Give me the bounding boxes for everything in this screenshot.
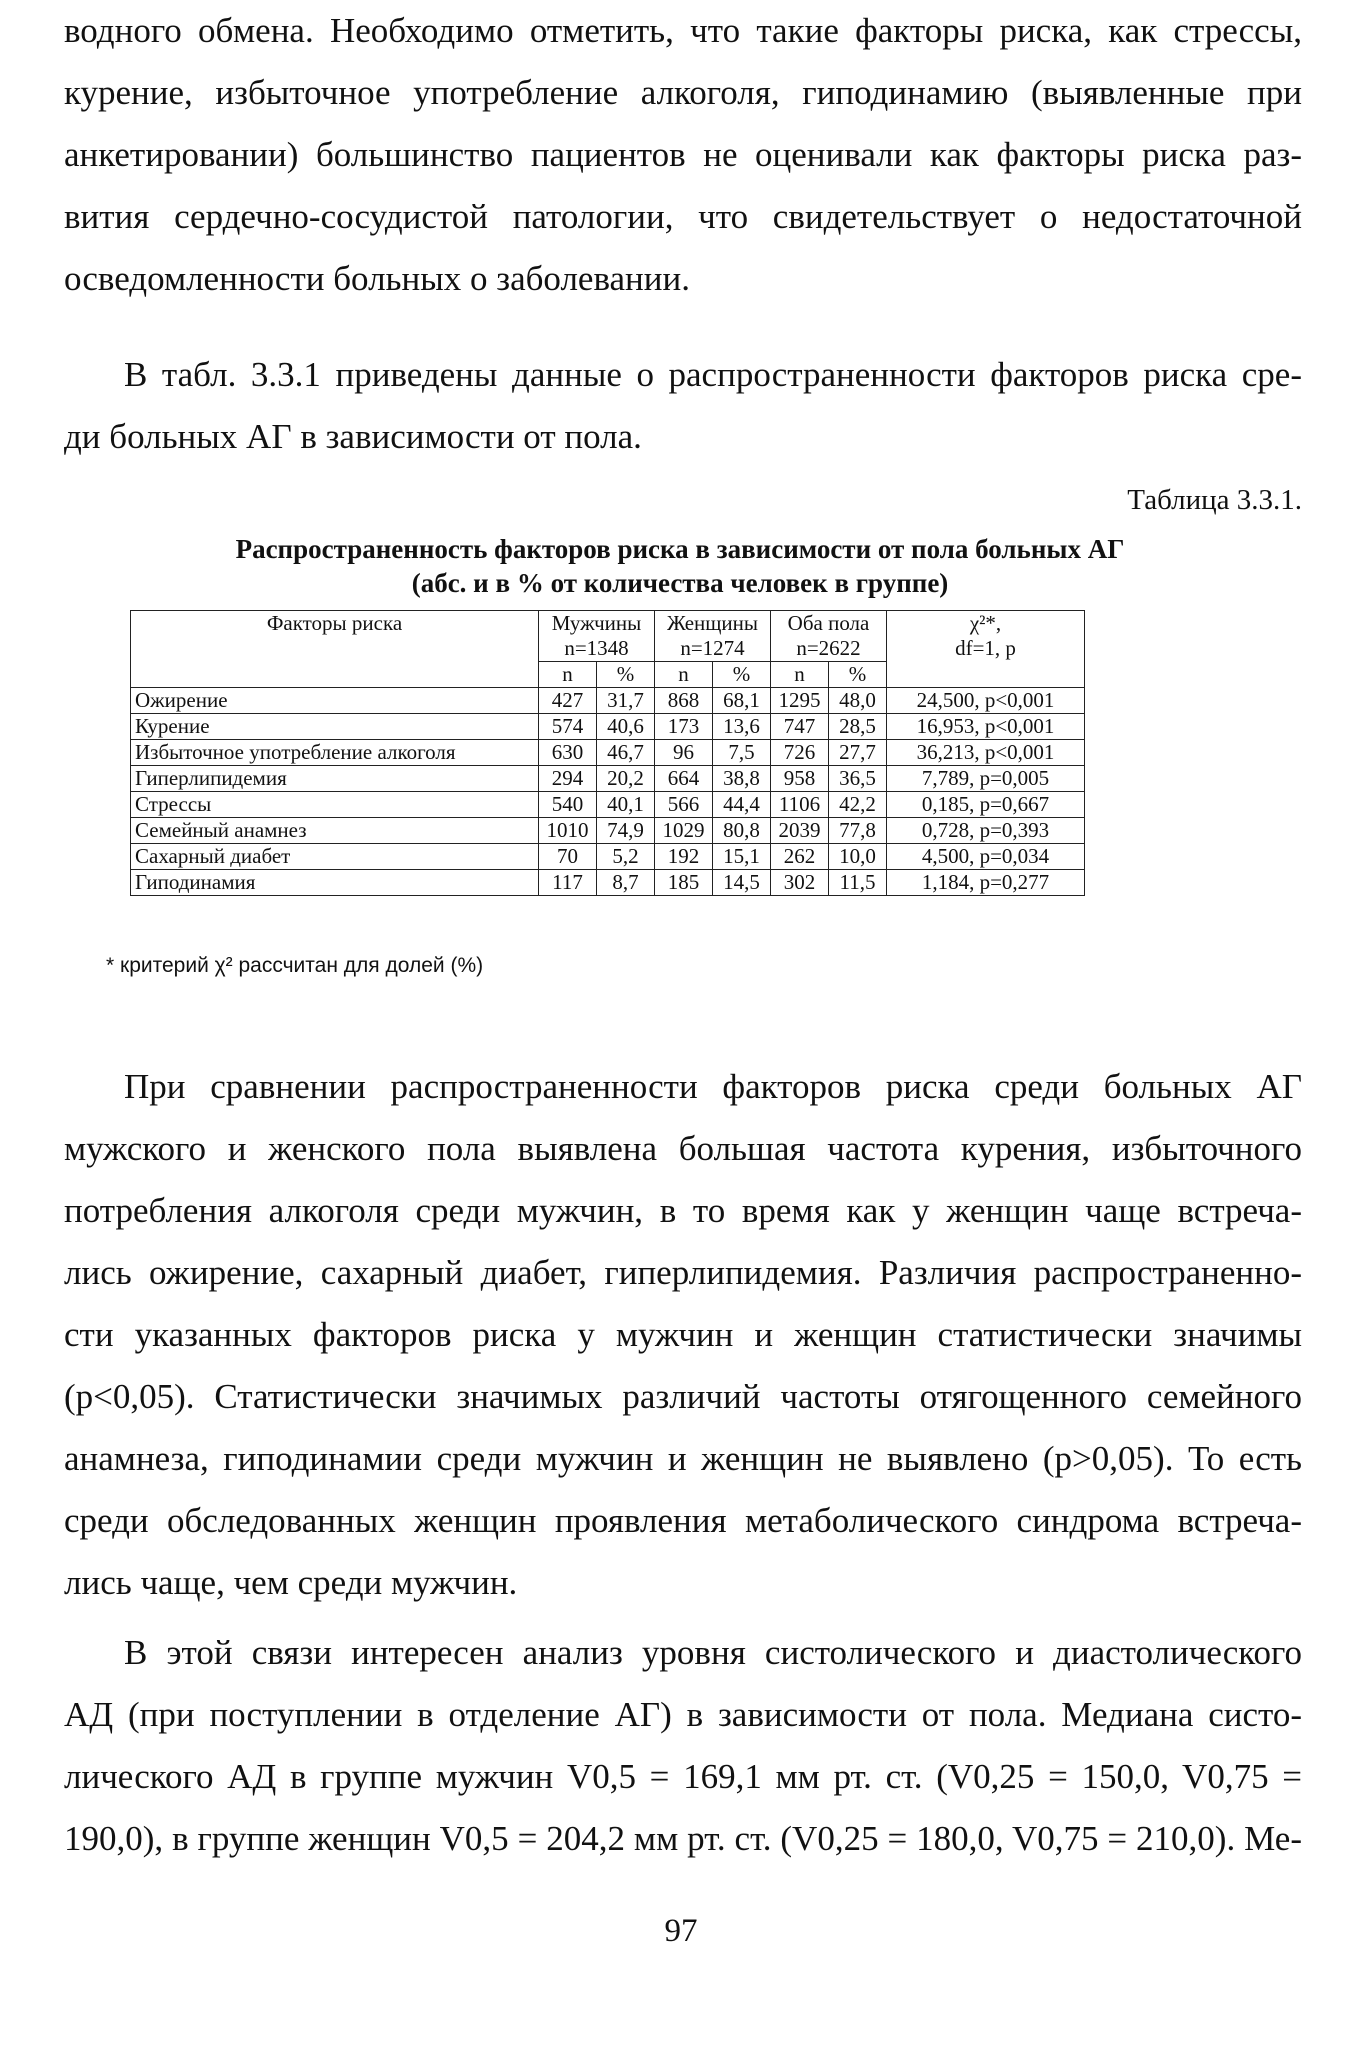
cell-both-n: 747 [771,714,829,740]
cell-chi: 1,184, p=0,277 [887,870,1085,896]
text-line: ди больных АГ в зависимости от пола. [64,417,642,456]
cell-factor: Стрессы [131,792,539,818]
header-men-count: n=1348 [564,636,629,660]
table-row [131,818,1085,844]
text-line: анкетировании) большинство пациентов не оценивали как факторы риска раз- [64,135,1302,174]
text-line: курение, избыточное употребление алкоголя, гиподинамию (выявленные при [64,73,1302,112]
cell-both-pct: 27,7 [829,740,887,766]
text-line: потребления алкоголя среди мужчин, в то время как у женщин чаще встреча- [64,1191,1302,1230]
cell-chi: 4,500, p=0,034 [887,844,1085,870]
text-line: При сравнении распространенности факторов риска среди больных АГ [124,1067,1302,1106]
text-line: АД (при поступлении в отделение АГ) в зависимости от пола. Медиана систо- [64,1695,1302,1734]
cell-both-pct: 11,5 [829,870,887,896]
cell-factor: Гиподинамия [131,870,539,896]
header-both-count: n=2622 [796,636,861,660]
cell-men-pct: 40,1 [597,792,655,818]
cell-women-pct: 14,5 [713,870,771,896]
text-line: среди обследованных женщин проявления метаболического синдрома встреча- [64,1501,1302,1540]
header-men-label: Мужчины [551,611,642,635]
cell-women-n: 1029 [655,818,713,844]
cell-men-pct: 74,9 [597,818,655,844]
table-header-row [131,611,1085,662]
cell-women-n: 96 [655,740,713,766]
subheader-pct: % [713,662,771,688]
table-row [131,792,1085,818]
table-row [131,714,1085,740]
cell-both-n: 1106 [771,792,829,818]
cell-women-pct: 44,4 [713,792,771,818]
cell-factor: Курение [131,714,539,740]
table-row [131,740,1085,766]
page-number: 97 [664,1913,698,1949]
cell-both-pct: 42,2 [829,792,887,818]
cell-chi: 0,185, p=0,667 [887,792,1085,818]
cell-factor: Ожирение [131,688,539,714]
cell-both-pct: 28,5 [829,714,887,740]
cell-men-n: 574 [539,714,597,740]
header-factor: Факторы риска [131,611,539,688]
text-line: В этой связи интересен анализ уровня систолического и диастолического [124,1633,1302,1672]
text-line: лического АД в группе мужчин V0,5 = 169,1 мм рт. ст. (V0,25 = 150,0, V0,75 = [64,1757,1302,1796]
header-women-label: Женщины [666,611,759,635]
cell-chi: 16,953, p<0,001 [887,714,1085,740]
cell-men-n: 1010 [539,818,597,844]
table-title-line: (абс. и в % от количества человек в группе) [411,568,949,598]
subheader-n: n [771,662,829,688]
header-both-label: Оба пола [787,611,870,635]
table-row [131,844,1085,870]
text-line: лись чаще, чем среди мужчин. [64,1563,518,1602]
text-line: анамнеза, гиподинамии среди мужчин и женщин не выявлено (p>0,05). То есть [64,1439,1302,1478]
cell-women-pct: 80,8 [713,818,771,844]
cell-factor: Сахарный диабет [131,844,539,870]
subheader-n: n [655,662,713,688]
cell-factor: Гиперлипидемия [131,766,539,792]
cell-women-pct: 15,1 [713,844,771,870]
text-line: (p<0,05). Статистически значимых различий частоты отягощенного семейного [64,1377,1302,1416]
cell-both-n: 1295 [771,688,829,714]
cell-both-n: 262 [771,844,829,870]
cell-women-n: 173 [655,714,713,740]
header-both [771,611,887,662]
cell-men-pct: 20,2 [597,766,655,792]
cell-chi: 7,789, p=0,005 [887,766,1085,792]
cell-women-n: 664 [655,766,713,792]
text-line: осведомленности больных о заболевании. [64,259,691,298]
header-men [539,611,655,662]
cell-both-pct: 10,0 [829,844,887,870]
cell-women-n: 868 [655,688,713,714]
cell-factor: Семейный анамнез [131,818,539,844]
cell-men-n: 630 [539,740,597,766]
table-title-line: Распространенность факторов риска в зависимости от пола больных АГ [235,534,1125,564]
text-line: лись ожирение, сахарный диабет, гиперлипидемия. Различия распространенно- [64,1253,1302,1292]
cell-chi: 24,500, p<0,001 [887,688,1085,714]
header-women-count: n=1274 [680,636,745,660]
text-line: водного обмена. Необходимо отметить, что такие факторы риска, как стрессы, [64,11,1302,50]
header-chi [887,611,1085,688]
cell-men-n: 294 [539,766,597,792]
cell-women-pct: 38,8 [713,766,771,792]
cell-men-n: 117 [539,870,597,896]
table-row [131,688,1085,714]
cell-both-n: 726 [771,740,829,766]
cell-both-n: 2039 [771,818,829,844]
cell-women-n: 185 [655,870,713,896]
cell-factor: Избыточное употребление алкоголя [131,740,539,766]
cell-men-pct: 5,2 [597,844,655,870]
paragraph-table-reference [64,344,1302,468]
text-line: сти указанных факторов риска у мужчин и женщин статистически значимы [64,1315,1302,1354]
cell-men-pct: 40,6 [597,714,655,740]
cell-both-pct: 77,8 [829,818,887,844]
cell-men-n: 427 [539,688,597,714]
risk-factors-table [130,610,1085,896]
table-row [131,870,1085,896]
cell-chi: 0,728, p=0,393 [887,818,1085,844]
text-line: 190,0), в группе женщин V0,5 = 204,2 мм рт. ст. (V0,25 = 180,0, V0,75 = 210,0). Ме- [64,1819,1302,1858]
paragraph-intro [64,0,1302,310]
cell-men-pct: 8,7 [597,870,655,896]
table-row [131,766,1085,792]
cell-both-pct: 36,5 [829,766,887,792]
subheader-n: n [539,662,597,688]
paragraph-blood-pressure [64,1622,1302,1870]
cell-both-pct: 48,0 [829,688,887,714]
cell-men-n: 70 [539,844,597,870]
header-chi-label: χ²*, [969,611,1002,635]
text-line: мужского и женского пола выявлена большая частота курения, избыточного [64,1129,1302,1168]
cell-women-pct: 68,1 [713,688,771,714]
cell-men-pct: 31,7 [597,688,655,714]
table-title [130,532,1230,600]
subheader-pct: % [597,662,655,688]
cell-women-pct: 13,6 [713,714,771,740]
cell-women-pct: 7,5 [713,740,771,766]
cell-men-n: 540 [539,792,597,818]
text-line: вития сердечно-сосудистой патологии, что свидетельствует о недостаточной [64,197,1302,236]
cell-both-n: 302 [771,870,829,896]
cell-women-n: 192 [655,844,713,870]
cell-both-n: 958 [771,766,829,792]
cell-women-n: 566 [655,792,713,818]
table-label: Таблица 3.3.1. [1127,484,1302,516]
header-women [655,611,771,662]
table-footnote: * критерий χ² рассчитан для долей (%) [106,954,484,977]
paragraph-comparison [64,1056,1302,1614]
subheader-pct: % [829,662,887,688]
cell-men-pct: 46,7 [597,740,655,766]
header-chi-df: df=1, p [955,636,1016,660]
cell-chi: 36,213, p<0,001 [887,740,1085,766]
text-line: В табл. 3.3.1 приведены данные о распространенности факторов риска сре- [124,355,1302,394]
